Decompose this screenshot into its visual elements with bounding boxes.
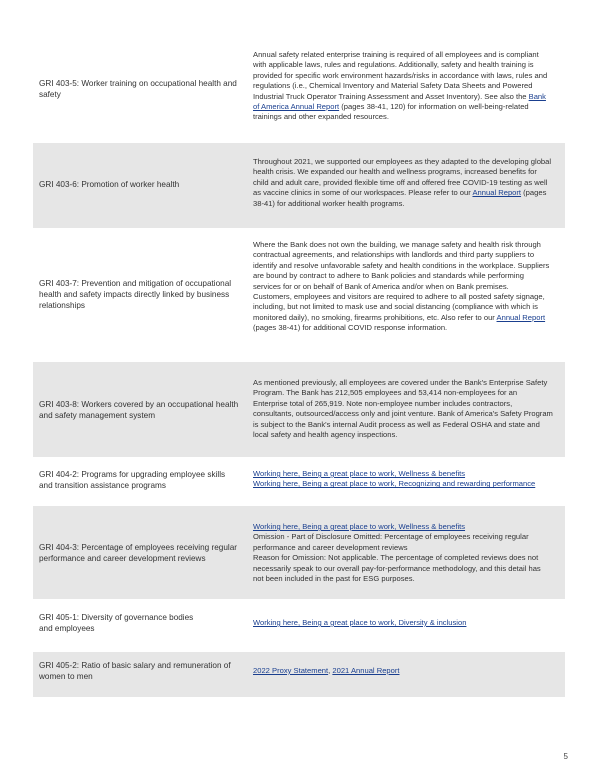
row-content <box>253 666 553 676</box>
row-label: GRI 404-3: Percentage of employees receiving regular performance and career development reviews <box>39 543 237 564</box>
row-text: Annual safety related enterprise training is required of all employees and is compliant with applicable laws, rules and regulations. Additionally, safety and health training is provided for specific work environment hazards/risks in accordance with laws, rules and regulations (i.e., Chemical Inventory and Material Safety Data Sheets and Powered Industrial Truck Operator Training Assessment and Asset Inventory). See also the <box>253 50 548 101</box>
row-label: GRI 405-2: Ratio of basic salary and remuneration of women to men <box>39 661 231 682</box>
table-row <box>33 506 565 599</box>
row-label: GRI 403-8: Workers covered by an occupational health and safety management system <box>39 400 239 421</box>
diversity-inclusion-link[interactable]: Working here, Being a great place to work, Diversity & inclusion <box>253 618 467 627</box>
row-content <box>253 50 553 123</box>
page-number: 5 <box>563 752 568 761</box>
row-content <box>253 522 553 584</box>
table-row <box>33 599 565 650</box>
recognizing-performance-link[interactable]: Working here, Being a great place to work, Recognizing and rewarding performance <box>253 479 536 489</box>
annual-report-link[interactable]: Annual Report <box>496 312 546 322</box>
row-content <box>253 618 553 628</box>
reason-text: Reason for Omission: Not applicable. The percentage of completed reviews does not necessarily speak to our overall pay-for-performance methodology, and this detail has not been included in the past for ESG purposes. <box>253 553 541 584</box>
table-row <box>33 652 565 697</box>
row-label: GRI 403-7: Prevention and mitigation of occupational health and safety impacts directly linked by business relationships <box>39 279 232 311</box>
row-text: Customers, employees and visitors are required to adhere to all posted safety signage, including, but not limited to mask use and social distancing (compliance with which is monitored daily), no smoking, firearms prohibitions, etc. Also refer to our <box>253 292 545 322</box>
row-text: (pages 38-41, 120) for information on well-being-related trainings and other expanded resources. <box>253 102 529 122</box>
table-row <box>33 362 565 457</box>
table-row <box>33 457 565 502</box>
annual-report-link[interactable]: 2021 Annual Report <box>332 666 400 675</box>
row-label: GRI 403-6: Promotion of worker health <box>39 180 180 189</box>
wellness-benefits-link[interactable]: Working here, Being a great place to work, Wellness & benefits <box>253 469 466 478</box>
row-paragraph: Where the Bank does not own the building, we manage safety and health risk through contractual agreements, and relationships with landlords and third party suppliers to identify and resolve unfavorable safety and health conditions in the workplace. Suppliers are bound by contract to adhere to Bank policies and standards while performing services for or on behalf of Bank of America and/or when on Bank premises. <box>253 240 550 291</box>
annual-report-link[interactable]: Bank of America Annual Report <box>253 91 546 112</box>
row-text: As mentioned previously, all employees are covered under the Bank's Enterprise Safety Program. The Bank has 212,505 employees and 53,414 non-employees for an Enterprise total of 265,919. Note non-employee number includes contractors, consultants, outsourced/access only and joint venture. Bank of America's Safety Program is subject to the Bank's internal Audit process as well as Federal OSHA and state and local safety and health agency inspections. <box>253 378 553 440</box>
row-content <box>253 469 553 490</box>
row-label: GRI 403-5: Worker training on occupational health and safety <box>39 79 237 100</box>
table-row <box>33 36 565 132</box>
row-label: GRI 404-2: Programs for upgrading employee skills and transition assistance programs <box>39 470 226 491</box>
table-row <box>33 228 565 358</box>
omission-text: Omission - Part of Disclosure Omitted: Percentage of employees receiving regular performance and career development reviews <box>253 532 529 552</box>
row-text: (pages 38-41) for additional worker health programs. <box>253 188 547 208</box>
link-separator: , <box>328 666 333 675</box>
row-label: GRI 405-1: Diversity of governance bodies and employees <box>39 613 194 634</box>
annual-report-link[interactable]: Annual Report <box>472 188 522 198</box>
row-content <box>253 378 553 440</box>
table-row <box>33 143 565 228</box>
wellness-benefits-link[interactable]: Working here, Being a great place to work, Wellness & benefits <box>253 522 466 531</box>
row-text: (pages 38-41) for additional COVID response information. <box>253 323 448 333</box>
row-content <box>253 240 553 334</box>
row-content <box>253 157 553 209</box>
row-text: Throughout 2021, we supported our employees as they adapted to the developing global health crisis. We expanded our health and wellness programs, increased benefits for child and adult care, provided flexible time off and offered free COVID-19 testing as well as vaccine clinics in some of our workspaces. Please refer to our <box>253 157 552 198</box>
proxy-statement-link[interactable]: 2022 Proxy Statement <box>253 666 329 675</box>
